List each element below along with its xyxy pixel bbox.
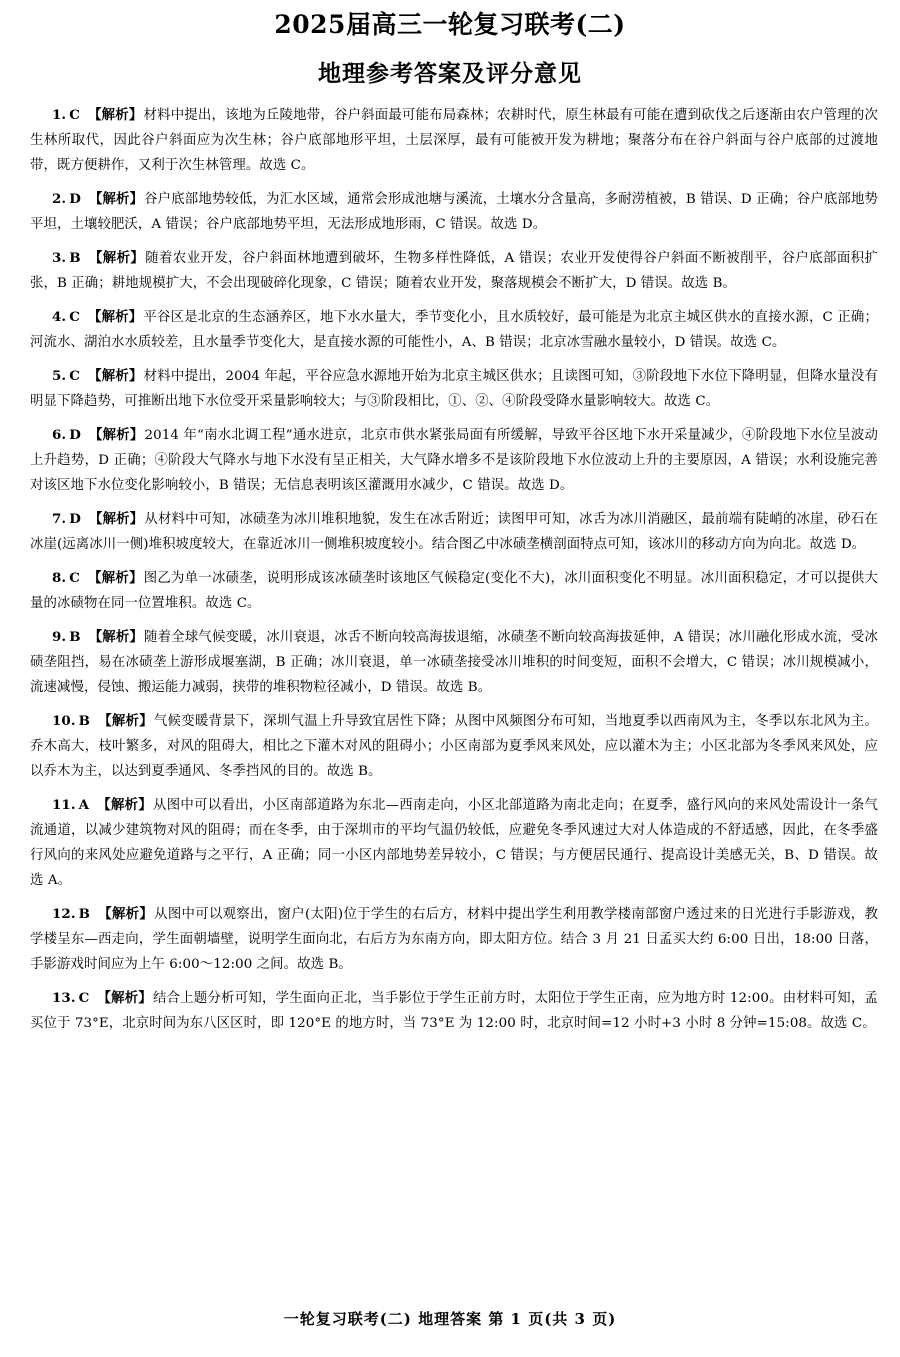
answer-choice: A xyxy=(78,797,90,813)
answer-number: 11. xyxy=(52,797,76,813)
analysis-tag: 【解析】 xyxy=(98,713,153,729)
analysis-tag: 【解析】 xyxy=(87,570,143,586)
answer-choice: D xyxy=(69,191,81,207)
answer-choice: C xyxy=(69,570,80,586)
analysis-text: 材料中提出，2004 年起，平谷应急水源地开始为北京主城区供水；且读图可知，③阶段地下水位下降明显，但降水量没有明显下降趋势，可推断出地下水位受开采量影响较大；与③阶段相比，①、②、④阶段受降水量影响较大。故选 C。 xyxy=(30,369,878,409)
answer-item xyxy=(30,566,878,616)
answer-number: 9. xyxy=(52,629,67,645)
answer-number: 6. xyxy=(52,427,67,443)
analysis-tag: 【解析】 xyxy=(87,107,143,123)
analysis-text: 结合上题分析可知，学生面向正北，当手影位于学生正前方时，太阳位于学生正南，应为地方时 12:00。由材料可知，孟买位于 73°E，北京时间为东八区区时，即 120°E 的地方时，当 73°E 为 12:00 时，北京时间=12 小时+3 小时 8 分钟=15:08。故选 C。 xyxy=(30,991,878,1031)
answer-number: 7. xyxy=(52,511,67,527)
analysis-text: 随着农业开发，谷户斜面林地遭到破坏，生物多样性降低，A 错误；农业开发使得谷户斜面不断被削平，谷户底部面积扩张，B 正确；耕地规模扩大，不会出现破碎化现象，C 错误；随着农业开发，聚落规模会不断扩大，D 错误。故选 B。 xyxy=(30,251,879,291)
answer-choice: B xyxy=(69,250,81,266)
answer-item xyxy=(30,793,878,893)
analysis-tag: 【解析】 xyxy=(88,427,144,443)
answer-number: 12. xyxy=(52,906,76,922)
answer-item xyxy=(30,103,878,178)
answer-item xyxy=(30,986,878,1036)
analysis-tag: 【解析】 xyxy=(88,250,145,266)
analysis-tag: 【解析】 xyxy=(98,906,154,922)
answer-choice: C xyxy=(69,309,80,325)
page-title: 2025届高三一轮复习联考(二) xyxy=(274,10,626,39)
analysis-text: 谷户底部地势较低，为汇水区域，通常会形成池塘与溪流，土壤水分含量高，多耐涝植被，B 错误、D 正确；谷户底部地势平坦，土壤较肥沃，A 错误；谷户底部地势平坦，无法形成地形雨，C 错误。故选 D。 xyxy=(30,192,878,232)
answer-number: 4. xyxy=(52,309,67,325)
answer-number: 10. xyxy=(52,713,76,729)
answer-item xyxy=(30,364,878,414)
answer-number: 8. xyxy=(52,570,67,586)
analysis-tag: 【解析】 xyxy=(88,629,144,645)
analysis-text: 材料中提出，该地为丘陵地带，谷户斜面最可能布局森林；农耕时代，原生林最有可能在遭到砍伐之后逐渐由农户管理的次生林所取代，因此谷户斜面应为次生林；谷户底部地形平坦，土层深厚，最有可能被开发为耕地；聚落分布在谷户斜面与谷户底部的过渡地带，既方便耕作，又利于次生林管理。故选 C。 xyxy=(30,108,878,173)
analysis-text: 图乙为单一冰碛垄，说明形成该冰碛垄时该地区气候稳定(变化不大)，冰川面积变化不明显。冰川面积稳定，才可以提供大量的冰碛物在同一位置堆积。故选 C。 xyxy=(30,571,878,611)
answer-number: 5. xyxy=(52,368,67,384)
answer-choice: D xyxy=(69,427,81,443)
answer-item xyxy=(30,305,878,355)
answer-number: 13. xyxy=(52,990,76,1006)
answer-item xyxy=(30,187,878,237)
answer-item xyxy=(30,246,878,296)
answer-item xyxy=(30,507,878,557)
answer-choice: D xyxy=(69,511,81,527)
analysis-text: 平谷区是北京的生态涵养区，地下水水量大，季节变化小，且水质较好，最可能是为北京主城区供水的直接水源，C 正确；河流水、湖泊水水质较差，且水量季节变化大，是直接水源的可能性小，A、B 错误；北京冰雪融水量较小，D 错误。故选 C。 xyxy=(30,310,879,350)
answer-number: 1. xyxy=(52,107,67,123)
analysis-text: 气候变暖背景下，深圳气温上升导致宜居性下降；从图中风频图分布可知，当地夏季以西南风为主，冬季以东北风为主。乔木高大，枝叶繁多，对风的阻碍大，相比之下灌木对风的阻碍小；小区南部为夏季风来风处，应以灌木为主；小区北部为冬季风来风处，应以乔木为主，以达到夏季通风、冬季挡风的目的。故选 B。 xyxy=(30,714,878,779)
analysis-text: 从图中可以看出，小区南部道路为东北—西南走向，小区北部道路为南北走向；在夏季，盛行风向的来风处需设计一条气流通道，以减少建筑物对风的阻碍；而在冬季，由于深圳市的平均气温仍较低，应避免冬季风速过大对人体造成的不舒适感，因此，在冬季盛行风向的来风处应避免道路与之平行，A 正确；同一小区内部地势差异较小，C 错误；与方便居民通行、提高设计美感无关，B、D 错误。故选 A。 xyxy=(30,798,878,888)
answer-choice: B xyxy=(69,629,81,645)
answer-choice: C xyxy=(78,990,90,1006)
page-footer: 一轮复习联考(二) 地理答案 第 1 页(共 3 页) xyxy=(283,1310,617,1328)
answer-item xyxy=(30,625,878,700)
answer-choice: C xyxy=(69,107,80,123)
analysis-text: 随着全球气候变暖，冰川衰退，冰舌不断向较高海拔退缩，冰碛垄不断向较高海拔延伸，A 错误；冰川融化形成水流，受冰碛垄阻挡，易在冰碛垄上游形成堰塞湖，B 正确；冰川衰退，单一冰碛垄接受冰川堆积的时间变短，面积不会增大，C 错误；冰川规模减小，流速减慢，侵蚀、搬运能力减弱，挟带的堆积物粒径减小，D 错误。故选 B。 xyxy=(30,630,878,695)
analysis-tag: 【解析】 xyxy=(87,368,143,384)
answer-item xyxy=(30,709,878,784)
analysis-tag: 【解析】 xyxy=(88,191,144,207)
answer-list xyxy=(30,103,878,1045)
answer-choice: B xyxy=(78,713,91,729)
analysis-text: 从图中可以观察出，窗户(太阳)位于学生的右后方，材料中提出学生利用教学楼南部窗户透过来的日光进行手影游戏，教学楼呈东—西走向，学生面朝墙壁，说明学生面向北，右后方为东南方向，即太阳方位。结合 3 月 21 日孟买大约 6:00 日出，18:00 日落，手影游戏时间应为上午 6:00～12:00 之间。故选 B。 xyxy=(30,907,878,972)
answer-item xyxy=(30,902,878,977)
analysis-text: 从材料中可知，冰碛垄为冰川堆积地貌，发生在冰舌附近；读图甲可知，冰舌为冰川消融区，最前端有陡峭的冰崖，砂石在冰崖(远离冰川一侧)堆积坡度较大，在靠近冰川一侧堆积坡度较小。结合图乙中冰碛垄横剖面特点可知，该冰川的移动方向为向北。故选 D。 xyxy=(30,512,878,552)
answer-choice: B xyxy=(78,906,91,922)
analysis-tag: 【解析】 xyxy=(97,797,153,813)
analysis-tag: 【解析】 xyxy=(88,511,144,527)
answer-number: 3. xyxy=(52,250,67,266)
analysis-tag: 【解析】 xyxy=(87,309,143,325)
answer-item xyxy=(30,423,878,498)
answer-number: 2. xyxy=(52,191,67,207)
answer-choice: C xyxy=(69,368,80,384)
analysis-text: 2014 年“南水北调工程”通水进京，北京市供水紧张局面有所缓解，导致平谷区地下水开采量减少，④阶段地下水位呈波动上升趋势，D 正确；④阶段大气降水与地下水没有呈正相关，大气降水增多不是该阶段地下水位波动上升的主要原因，A 错误；水利设施完善对该区地下水位变化影响较小，B 错误；无信息表明该区灌溉用水减少，C 错误。故选 D。 xyxy=(30,428,878,493)
page-subtitle: 地理参考答案及评分意见 xyxy=(318,60,582,87)
analysis-tag: 【解析】 xyxy=(97,990,153,1006)
